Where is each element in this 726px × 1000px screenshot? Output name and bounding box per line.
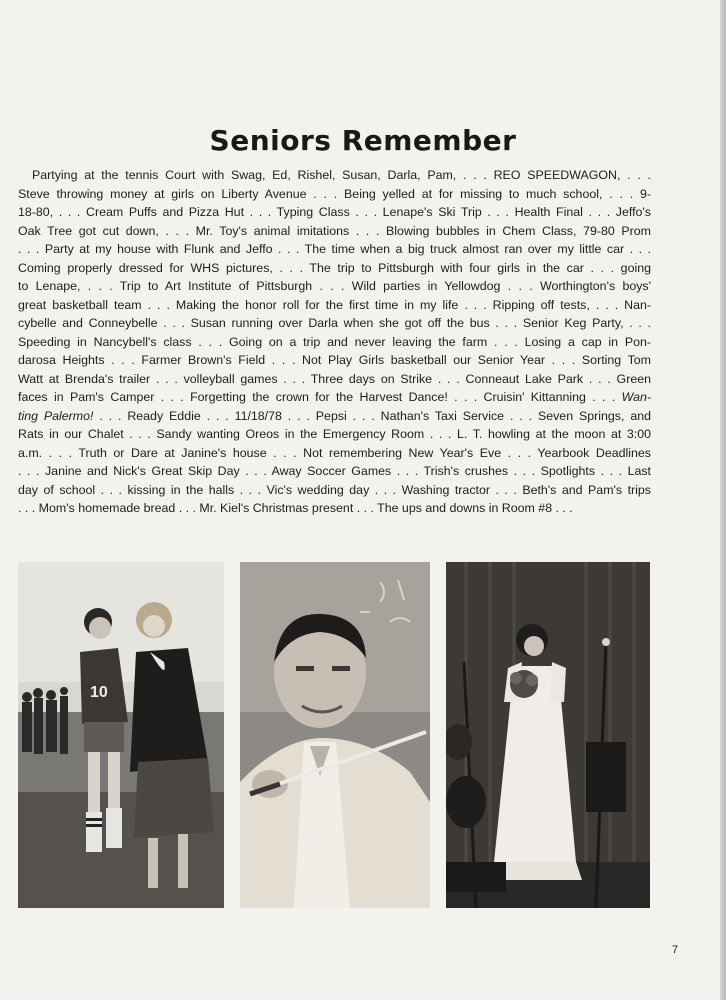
text-line: . . . Janine and Nick's Great Skip Day . . . Away Soccer Games . . . Trish's crushes . . . Spotlights . . . Last (18, 464, 651, 478)
text-line: to Lenape, . . . Trip to Art Institute of Pittsburgh . . . Wild parties in Yellowdog . . . Worthington's boys' (18, 279, 651, 293)
photo-singer-image (446, 562, 650, 908)
text-line: 18-80, . . . Cream Puffs and Pizza Hut . . . Typing Class . . . Lenape's Ski Trip . . . Health Final . . . Jeffo's (18, 205, 651, 219)
italic-text: Wan- (621, 390, 651, 404)
memories-paragraph (18, 166, 651, 518)
text-line-mixed (18, 407, 651, 426)
text-segment: faces in Pam's Camper . . . Forgetting the crown for the Harvest Dance! . . . Cruisin' Kittanning . . . (18, 390, 622, 404)
text-line: Coming properly dressed for WHS pictures, . . . The trip to Pittsburgh with four girls in the car . . . going (18, 260, 651, 275)
photo-teacher-pointer (240, 562, 430, 908)
text-line: cybelle and Conneybelle . . . Susan running over Darla when she got off the bus . . . Senior Keg Party, . . . (18, 316, 651, 330)
text-line: Partying at the tennis Court with Swag, Ed, Rishel, Susan, Darla, Pam, . . . REO SPEEDWAGON, . . . (32, 168, 651, 182)
italic-text: ting Palermo! (18, 408, 94, 423)
text-line: . . . Mom's homemade bread . . . Mr. Kiel's Christmas present . . . The ups and downs in Room #8 . . . (18, 501, 573, 515)
text-line: Rats in our Chalet . . . Sandy wanting Oreos in the Emergency Room . . . L. T. howling at the moon at 3:00 (18, 427, 651, 441)
text-line: day of school . . . kissing in the halls . . . Vic's wedding day . . . Washing tractor . . . Beth's and Pam's trips (18, 482, 651, 497)
text-line: Oak Tree got cut down, . . . Mr. Toy's animal imitations . . . Blowing bubbles in Chem Class, 79-80 Prom (18, 223, 651, 238)
jersey-number: 10 (90, 684, 108, 701)
text-line: Watt at Brenda's trailer . . . volleyball games . . . Three days on Strike . . . Conneaut Lake Park . . . Green (18, 371, 651, 386)
text-line: Speeding in Nancybell's class . . . Going on a trip and never leaving the farm . . . Losing a cap in Pon- (18, 334, 651, 349)
photo-couple-on-field (18, 562, 224, 908)
text-line: . . . Party at my house with Flunk and Jeffo . . . The time when a big truck almost ran over my little car . . . (18, 242, 651, 256)
text-segment: . . . Ready Eddie . . . 11/18/78 . . . Pepsi . . . Nathan's Taxi Service . . . Seven Springs, and (93, 408, 651, 423)
text-line: great basketball team . . . Making the honor roll for the first time in my life . . . Ripping off tests, . . . Nan- (18, 297, 651, 312)
page-number: 7 (672, 944, 679, 956)
text-line: Steve throwing money at girls on Liberty Avenue . . . Being yelled at for missing to much school, . . . 9- (18, 186, 651, 201)
page-title: Seniors Remember (209, 124, 517, 157)
text-line: a.m. . . . Truth or Dare at Janine's house . . . Not remembering New Year's Eve . . . Yearbook Deadlines (18, 445, 651, 460)
photo-couple-image (18, 562, 224, 908)
text-line: darosa Heights . . . Farmer Brown's Field . . . Not Play Girls basketball our Senior Year . . . Sorting Tom (18, 353, 651, 367)
photo-girl-singing (446, 562, 650, 908)
photo-teacher-image (240, 562, 430, 908)
text-line-mixed (18, 388, 651, 407)
